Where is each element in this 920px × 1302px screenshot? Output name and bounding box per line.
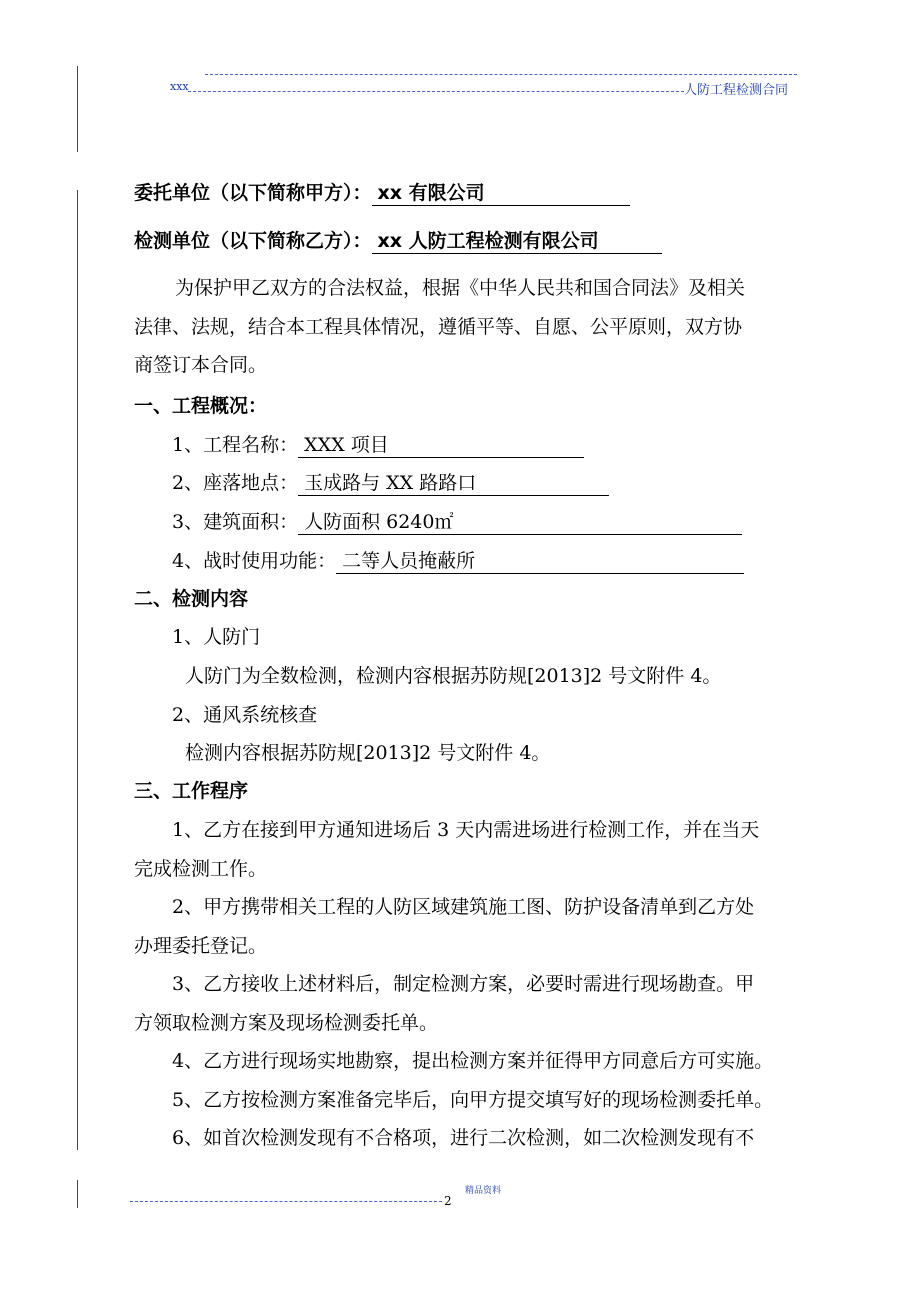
preamble-line: 为保护甲乙双方的合法权益，根据《中华人民共和国合同法》及相关 (175, 277, 746, 299)
overview-value: XXX 项目 (298, 433, 584, 458)
procedure-line: 方领取检测方案及现场检测委托单。 (134, 1012, 439, 1034)
section-title: 三、工作程序 (134, 780, 249, 802)
margin-line-top (77, 66, 78, 152)
footer-note: 精品资料 (465, 1186, 502, 1196)
overview-label: 3、建筑面积： (172, 511, 299, 533)
overview-item (172, 471, 609, 496)
footer-rule (130, 1201, 442, 1202)
page-number: 2 (444, 1194, 452, 1208)
procedure-line: 2、甲方携带相关工程的人防区域建筑施工图、防护设备清单到乙方处 (172, 896, 755, 918)
procedure-line: 3、乙方接收上述材料后，制定检测方案，必要时需进行现场勘查。甲 (172, 973, 755, 995)
overview-value: 二等人员掩蔽所 (336, 549, 744, 574)
tester-label: 检测单位（以下简称乙方）： (134, 230, 372, 252)
margin-line-bottom (77, 1180, 78, 1208)
preamble-line: 商签订本合同。 (134, 354, 268, 376)
client-line (134, 181, 630, 206)
procedure-line: 完成检测工作。 (134, 858, 268, 880)
procedure-line: 1、乙方在接到甲方通知进场后 3 天内需进场进行检测工作，并在当天 (172, 819, 760, 841)
procedure-line: 办理委托登记。 (134, 935, 268, 957)
tester-line (134, 229, 662, 254)
header-rule (188, 91, 684, 92)
content-item-body: 检测内容根据苏防规[2013]2 号文附件 4。 (185, 742, 551, 764)
client-value: xx 有限公司 (372, 181, 630, 206)
procedure-line: 5、乙方按检测方案准备完毕后，向甲方提交填写好的现场检测委托单。 (172, 1089, 774, 1111)
overview-label: 2、座落地点： (172, 472, 299, 494)
procedure-line: 4、乙方进行现场实地勘察，提出检测方案并征得甲方同意后方可实施。 (172, 1050, 774, 1072)
content-item-body: 人防门为全数检测，检测内容根据苏防规[2013]2 号文附件 4。 (185, 665, 722, 687)
overview-item (172, 510, 742, 535)
overview-item (172, 433, 584, 458)
overview-value: 玉成路与 XX 路路口 (298, 471, 609, 496)
client-label: 委托单位（以下简称甲方）： (134, 182, 372, 204)
procedure-line: 6、如首次检测发现有不合格项，进行二次检测，如二次检测发现有不 (172, 1127, 755, 1149)
header-title: 人防工程检测合同 (684, 83, 789, 98)
section-title: 一、工程概况： (134, 395, 268, 417)
content-item-title: 1、人防门 (172, 626, 261, 648)
header-left-text: xxx (170, 80, 189, 93)
margin-line-main (77, 190, 78, 1150)
section-title: 二、检测内容 (134, 588, 249, 610)
overview-label: 1、工程名称： (172, 434, 299, 456)
overview-label: 4、战时使用功能： (172, 550, 337, 572)
preamble-line: 法律、法规，结合本工程具体情况，遵循平等、自愿、公平原则，双方协 (134, 316, 743, 338)
overview-item (172, 549, 744, 574)
tester-value: xx 人防工程检测有限公司 (372, 229, 662, 254)
header-rule-top (205, 74, 797, 75)
overview-value: 人防面积 6240㎡ (298, 510, 742, 535)
content-item-title: 2、通风系统核查 (172, 704, 318, 726)
